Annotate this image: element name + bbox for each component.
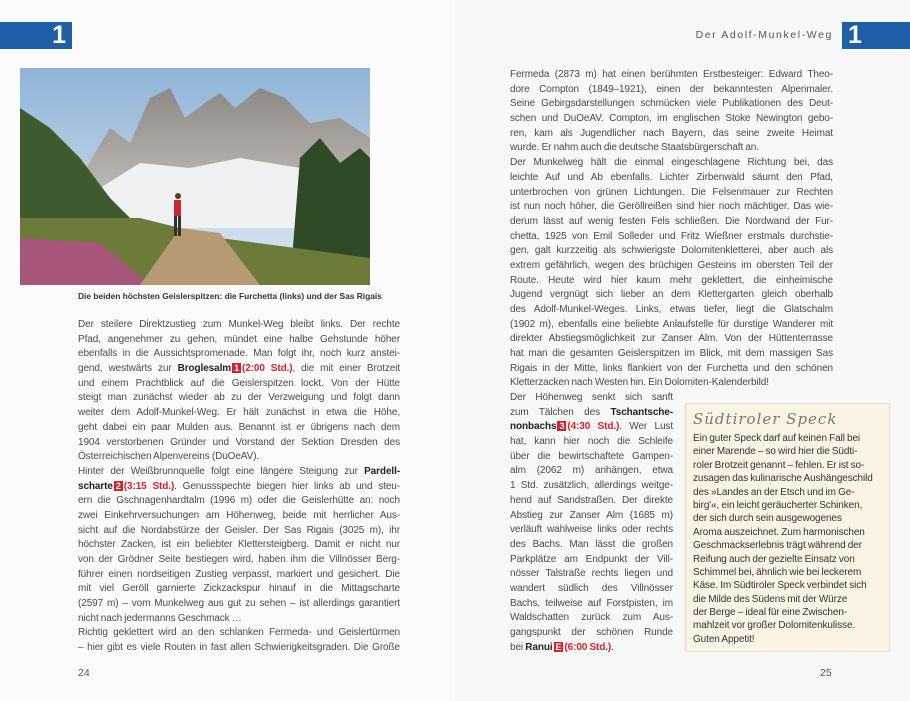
text-segment: Bachs, teilweise auf Forstpisten, im <box>510 597 673 609</box>
text-segment: Der Munkelweg hält die einmal eingeschlagene Richtung bei, das <box>510 157 833 169</box>
text-line <box>78 538 400 553</box>
left-body-text <box>78 318 400 656</box>
text-segment: Österreichischen Alpenvereins (DuOeAV). <box>78 451 260 463</box>
text-line <box>510 435 673 450</box>
info-box-speck <box>685 403 890 652</box>
text-segment: Hinter der Weißbrunnquelle folgt eine längere Steigung zur <box>78 465 365 477</box>
text-segment: bei <box>510 641 526 653</box>
text-segment: nösser Talstraße rechts liegen und <box>510 568 673 580</box>
text-segment: zusagen das kulinarische Aushängeschild <box>693 473 873 485</box>
text-segment: mahlzeit vor großer Dolomitenkulisse. <box>693 620 856 632</box>
text-line <box>510 303 833 318</box>
text-line <box>78 626 400 641</box>
text-line <box>78 509 400 524</box>
page-number-right: 25 <box>820 667 832 679</box>
text-line <box>510 230 833 245</box>
text-segment: ren, kam als Jugendlicher nach Bayern, das seine zweite Heimat <box>510 127 833 139</box>
text-line <box>510 582 673 597</box>
right-body-text <box>510 68 833 391</box>
text-line <box>693 486 882 499</box>
text-line <box>510 406 673 421</box>
text-segment: roler Brotzeit genannt – fehlen. Er ist so- <box>693 459 865 471</box>
text-segment: Schimmel bei, ähnlich wie bei leckerem <box>693 566 862 578</box>
right-page <box>455 0 910 701</box>
text-line <box>510 611 673 626</box>
text-segment: führer einen nordseitigen Zustieg verpasst, markiert und gesichert. Die <box>78 568 400 580</box>
text-segment: Käse. Im Südtiroler Speck verbindet sich <box>693 580 867 592</box>
info-box-text <box>693 432 882 646</box>
text-segment: gend, westwärts zur <box>78 363 178 375</box>
text-line <box>510 347 833 362</box>
text-segment: Ein guter Speck darf auf keinen Fall bei <box>693 433 861 444</box>
text-segment: Geschmackserlebnis trägt während der <box>693 540 862 552</box>
text-line <box>78 568 400 583</box>
running-head: Der Adolf-Munkel-Weg <box>695 29 833 41</box>
text-segment: (2597 m) – vom Munkelweg aus gut zu sehen – ist allerdings garantiert <box>78 598 400 610</box>
place-name: scharte <box>78 480 113 492</box>
text-segment: (1902 m), ebenfalls eine beliebte Anlaufstelle für durstige Wanderer mit <box>510 318 833 330</box>
text-line <box>693 432 882 445</box>
text-line <box>510 376 833 391</box>
text-line <box>510 156 833 171</box>
text-segment: Reifung auch der gezielte Einsatz von <box>693 553 855 565</box>
text-line <box>510 332 833 347</box>
text-line <box>510 450 673 465</box>
text-line <box>693 553 882 566</box>
text-segment: Rigais in der Mitte, links flankiert von der Furchetta und den schönen <box>510 362 833 374</box>
text-segment: 1 Std. zusätzlich, allerdings weitge- <box>510 480 673 492</box>
text-line <box>510 97 833 112</box>
text-segment: hat, kann hier noch die Schleife <box>510 436 673 448</box>
walking-time: (2:00 Std.) <box>241 363 293 375</box>
mountain-photo <box>20 68 370 285</box>
text-line <box>78 377 400 392</box>
text-segment: birg'«, ein leicht geräucherter Schinken, <box>693 499 863 511</box>
text-line <box>693 593 882 606</box>
text-line <box>78 480 400 495</box>
text-line <box>78 465 400 480</box>
text-segment: von der Grödner Seite bestiegen wird, haben ihm die Villnösser Berg- <box>78 554 400 565</box>
text-segment: höchster Zacken, ist ein beliebter Klettersteigberg. Damit er nicht nur <box>78 539 400 551</box>
text-line <box>510 538 673 553</box>
text-segment: weiter dem Adolf-Munkel-Weg. Er hält zunächst in etwa die Höhe, <box>78 407 400 419</box>
text-segment: und einem Prachtblick auf die Geislerspitzen lockt. Von der Hütte <box>78 377 400 389</box>
text-line <box>510 186 833 201</box>
text-segment: der sich durch sein ausgewogenes <box>693 513 842 525</box>
text-line <box>510 318 833 333</box>
text-segment: über die bewirtschaftete Gampen- <box>510 450 673 462</box>
text-line <box>78 582 400 597</box>
text-segment: zum Tälchen des <box>510 406 611 418</box>
text-segment: Fermeda (2873 m) hat einen berühmten Erstbesteiger: Edward Theo- <box>510 69 833 80</box>
text-segment: des Bachs. Man lässt die großen <box>510 538 673 550</box>
text-line <box>510 362 833 377</box>
text-segment: Pfad, angenehmer zu gehen, mündet eine halbe Gehstunde höher <box>78 333 400 345</box>
text-segment: hend auf Sandstraßen. Der direkte <box>510 494 673 506</box>
text-line <box>510 200 833 215</box>
chapter-tab: 1 <box>842 22 910 49</box>
text-line <box>510 597 673 612</box>
text-segment: direkter Abstiegsmöglichkeit zur Zanser Alm. Von der Hüttenterrasse <box>510 333 833 345</box>
text-segment: Richtig geklettert wird an den schlanken Fermeda- und Geislertürmen <box>78 627 400 639</box>
text-line <box>510 141 833 156</box>
text-line <box>693 499 882 512</box>
text-line <box>510 567 673 582</box>
text-segment: steigt man zunächst wieder ab zu der Verzweigung und folgt dann <box>78 392 400 404</box>
text-segment: Abstieg zur Zanser Alm (1685 m) <box>510 509 673 521</box>
text-segment: wandert südlich des Villnösser <box>510 582 673 594</box>
text-line <box>693 619 882 632</box>
text-segment: einer Marende – so wird hier die Südti- <box>693 446 858 458</box>
text-line <box>78 391 400 406</box>
text-segment: leichte Auf und Ab ebenfalls. Lichter Zirbenwald säumt den Pfad, <box>510 171 833 183</box>
info-box-title: Südtiroler Speck <box>693 410 838 428</box>
text-line <box>693 539 882 552</box>
text-line <box>510 171 833 186</box>
text-line <box>78 421 400 436</box>
text-segment: gen, galt kurzzeitig als schwierigste Dolomitenkletterei, aber auch als <box>510 245 833 257</box>
text-line <box>693 512 882 525</box>
place-name: nonbachs <box>510 421 557 433</box>
page-number-left: 24 <box>78 667 90 679</box>
text-segment: Aroma auszeichnet. Zum harmonischen <box>693 526 865 538</box>
text-line <box>510 259 833 274</box>
walking-time: (4:30 Std.) <box>567 421 620 433</box>
text-segment: Seine Gebirgsdarstellungen schmücken viele Publikationen des Deut- <box>510 98 833 110</box>
text-segment: . Genussspechte biegen hier links ab und steu- <box>174 480 400 492</box>
text-line <box>693 459 882 472</box>
text-line <box>78 494 400 509</box>
text-line <box>693 445 882 458</box>
text-segment: verläuft wahlweise links oder rechts <box>510 524 673 536</box>
text-line <box>510 479 673 494</box>
waypoint-marker: E <box>555 641 562 652</box>
text-segment: des »Landes an der Etsch und im Ge- <box>693 486 855 498</box>
text-segment: geht dabei ein paar Mulden aus. Benannt ist er übrigens nach dem <box>78 421 400 433</box>
photo-caption: Die beiden höchsten Geislerspitzen: die Furchetta (links) und der Sas Rigais <box>78 291 382 301</box>
text-line <box>78 597 400 612</box>
place-name: Ranui <box>525 641 553 653</box>
text-segment: sicht auf die Nordabstürze der Geisler. Der Sas Rigais (3025 m), ihr <box>78 524 400 536</box>
place-name: Tschantsche- <box>610 406 673 418</box>
walking-time: (6:00 Std.) <box>564 641 612 653</box>
text-line <box>510 391 673 406</box>
text-segment: dore Compton (1849–1921), einen der bekanntesten Alpenmaler. <box>510 83 833 95</box>
text-segment: Der Höhenweg senkt sich sanft <box>510 392 673 403</box>
narrow-body-text <box>510 391 673 655</box>
text-segment: zwei Einkehrversuchungen am Höhenweg, beide mit herrlicher Aus- <box>78 509 400 521</box>
text-line <box>78 524 400 539</box>
text-line <box>78 362 400 377</box>
text-segment: , die mit einer Brotzeit <box>292 363 400 375</box>
text-segment: derum lässt auf wenig festen Fels schließen. Die Nordwand der Fur- <box>510 215 833 227</box>
walking-time: (3:15 Std.) <box>123 480 175 492</box>
text-segment: schen und DuOeAV. Compton, im englischen Stoke Newington gebo- <box>510 113 833 125</box>
text-line <box>78 612 400 627</box>
text-line <box>78 450 400 465</box>
text-segment: des Adolf-Munkel-Weges. Links, etwas tiefer, liegt die Glatschalm <box>510 304 833 315</box>
text-line <box>510 464 673 479</box>
text-segment: – hier gibt es viele Routen in fast allen Schwierigkeitsgraden. Die Große <box>78 642 400 654</box>
text-line <box>510 553 673 568</box>
text-segment: chetta, 1925 von Emil Solleder und Fritz Wießner erstmals durchstie- <box>510 230 833 242</box>
text-segment: ern die Gschnagenhardtalm (1996 m) oder die Geislerhütte an: noch <box>78 495 400 507</box>
text-segment: Der steilere Direktzustieg zum Munkel-Weg bleibt links. Der rechte <box>78 319 400 330</box>
text-segment: Jugend vergnügt sich lieber an dem Klettergarten gleich oberhalb <box>510 289 833 301</box>
text-line <box>78 347 400 362</box>
text-line <box>510 288 833 303</box>
text-line <box>510 83 833 98</box>
text-line <box>510 112 833 127</box>
text-segment: unterbrochen von grünen Lichtungen. Die Felsenmauer zur Rechten <box>510 186 833 198</box>
text-segment: extrem gefährlich, wegen des brüchigen Gesteins im obersten Teil der <box>510 259 833 271</box>
text-segment: gangspunkt der schönen Runde <box>510 627 673 638</box>
text-line <box>510 523 673 538</box>
waypoint-marker: 2 <box>115 480 121 491</box>
text-line <box>693 606 882 619</box>
text-line <box>510 494 673 509</box>
text-segment: hat man die gesamten Geislerspitzen im Blick, mit dem massigen Sas <box>510 348 833 360</box>
text-line <box>78 641 400 656</box>
text-segment: Waldschatten zurück zum Aus- <box>510 612 673 624</box>
text-line <box>693 633 882 646</box>
text-line <box>510 626 673 641</box>
text-segment: der Berge – ideal für eine Zwischen- <box>693 607 848 619</box>
waypoint-marker: 1 <box>234 363 239 374</box>
waypoint-marker: 3 <box>559 421 565 432</box>
text-line <box>78 436 400 451</box>
place-name: Broglesalm <box>177 363 232 375</box>
text-line <box>510 509 673 524</box>
text-segment: ebenfalls in die Aussichtspromenade. Man folgt ihr, noch kurz anstei- <box>78 348 400 360</box>
text-line <box>510 420 673 435</box>
text-line <box>510 274 833 289</box>
text-segment: die Milde des Südens mit der Würze <box>693 593 848 605</box>
text-line <box>510 641 673 656</box>
text-segment: Parkplätze am Endpunkt der Vill- <box>510 553 673 565</box>
text-segment: Guten Appetit! <box>693 633 755 645</box>
text-segment: Route. Heute wird hier kaum mehr geklettert, die einheimische <box>510 274 833 286</box>
text-line <box>510 127 833 142</box>
text-segment: . <box>611 641 614 653</box>
text-line <box>693 566 882 579</box>
text-line <box>510 68 833 83</box>
text-segment: nicht nach jedermanns Geschmack … <box>78 612 242 624</box>
chapter-tab: 1 <box>0 22 72 49</box>
place-name: Pardell- <box>364 465 400 477</box>
text-segment: ist nun noch höher, die Geröllreißen sind hier noch mächtiger. Das wie- <box>510 201 833 213</box>
text-segment: Kletterzacken nach Westen hin. Ein Dolomiten-Kalenderbild! <box>510 377 769 389</box>
text-line <box>78 333 400 348</box>
text-segment: mit viel Geröll garnierte Zickzackspur hinauf in die Mittagscharte <box>78 583 400 595</box>
text-line <box>693 526 882 539</box>
text-segment: alm (2062 m) anhängen, etwa <box>510 465 673 477</box>
text-line <box>78 553 400 568</box>
text-line <box>693 472 882 485</box>
text-segment: wurde. Er nahm auch die deutsche Staatsbürgerschaft an. <box>510 142 759 154</box>
text-segment: . Wer Lust <box>619 421 673 433</box>
text-line <box>693 579 882 592</box>
text-line <box>78 406 400 421</box>
text-line <box>510 215 833 230</box>
text-line <box>510 244 833 259</box>
text-segment: 1904 verstorbenen Gründer und Vorstand der Sektion Dresden des <box>78 436 400 448</box>
text-line <box>78 318 400 333</box>
